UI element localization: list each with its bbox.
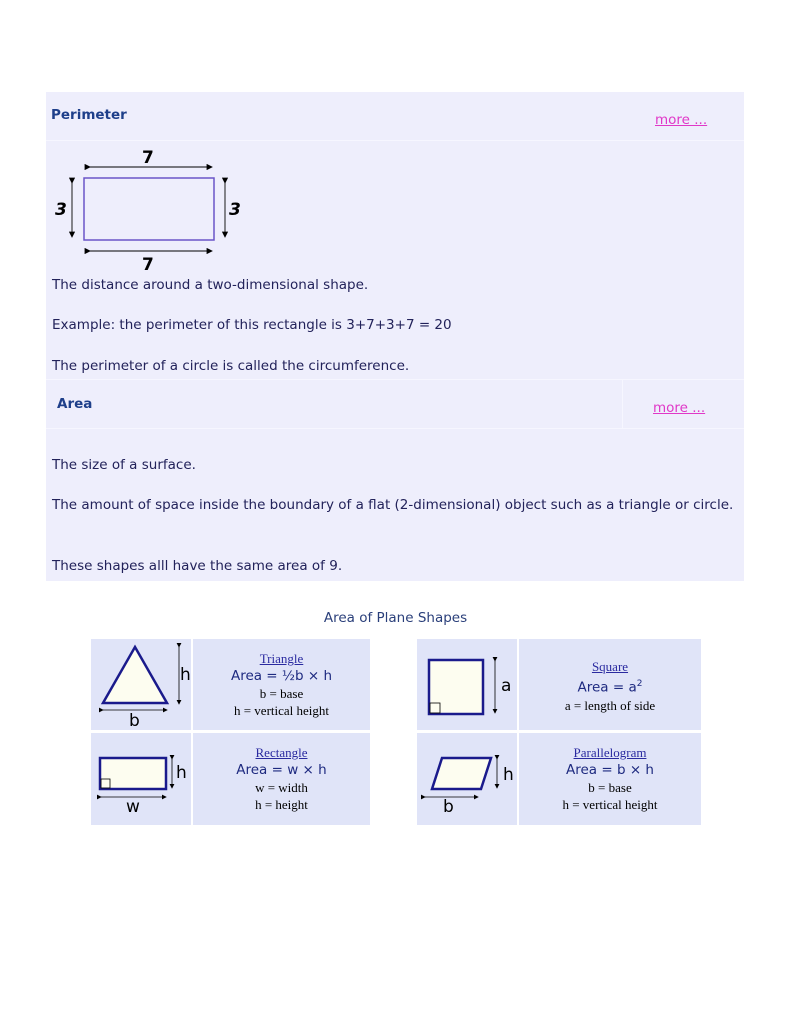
square-link[interactable]: Square xyxy=(591,659,629,674)
perimeter-more-link[interactable]: more ... xyxy=(655,112,708,128)
square-figure-cell xyxy=(417,639,517,730)
triangle-b-label: b xyxy=(129,711,140,731)
triangle-link[interactable]: Triangle xyxy=(259,651,304,666)
parallelogram-def-height: h = vertical height xyxy=(562,797,658,812)
shapes-table-left xyxy=(89,637,372,827)
rectangle-link[interactable]: Rectangle xyxy=(255,745,308,760)
triangle-figure xyxy=(91,639,191,730)
area-header xyxy=(46,379,744,429)
square-a-label: a xyxy=(501,676,512,696)
glossary-panel xyxy=(46,92,744,581)
square-formula-text: Area = a xyxy=(577,679,637,696)
triangle-def-height: h = vertical height xyxy=(233,703,330,718)
parallelogram-def-base: b = base xyxy=(588,780,632,795)
rectangle-formula: Area = w × h xyxy=(236,762,327,778)
perimeter-bottom-label: 7 xyxy=(142,255,154,275)
perimeter-title: Perimeter xyxy=(51,107,127,123)
plane-shapes-title: Area of Plane Shapes xyxy=(323,610,468,626)
triangle-formula-cell xyxy=(193,639,370,730)
perimeter-circle-note: The perimeter of a circle is called the circumference. xyxy=(52,358,410,374)
square-def-side: a = length of side xyxy=(564,697,656,713)
square-formula-cell xyxy=(519,639,701,730)
rectangle-h-label: h xyxy=(176,763,187,783)
rectangle-def-height: h = height xyxy=(255,797,308,812)
square-formula xyxy=(519,675,701,697)
perimeter-right-label: 3 xyxy=(229,200,241,220)
area-more-link[interactable]: more ... xyxy=(653,400,706,416)
area-title: Area xyxy=(57,396,93,412)
triangle-def-base: b = base xyxy=(259,686,304,701)
area-space-text: The amount of space inside the boundary of a flat (2-dimensional) object such as a triangle or circle. xyxy=(52,497,734,513)
perimeter-definition: The distance around a two-dimensional shape. xyxy=(52,277,369,293)
square-formula-exponent: 2 xyxy=(636,679,643,689)
triangle-figure-cell xyxy=(91,639,191,730)
triangle-formula: Area = ½b × h xyxy=(230,668,333,684)
rectangle-formula-cell xyxy=(193,733,370,825)
shapes-table-right xyxy=(415,637,703,827)
perimeter-header xyxy=(46,92,744,141)
perimeter-left-label: 3 xyxy=(55,200,67,220)
area-header-divider xyxy=(622,380,623,428)
triangle-h-label: h xyxy=(180,665,191,685)
rectangle-figure-cell xyxy=(91,733,191,825)
parallelogram-formula: Area = b × h xyxy=(566,762,654,778)
rectangle-w-label: w xyxy=(126,797,140,817)
parallelogram-figure-cell xyxy=(417,733,517,825)
parallelogram-figure xyxy=(417,733,517,825)
area-definition: The size of a surface. xyxy=(52,457,196,473)
perimeter-example: Example: the perimeter of this rectangle is 3+7+3+7 = 20 xyxy=(52,317,452,333)
area-same-text: These shapes alll have the same area of 9. xyxy=(52,558,343,574)
parallelogram-h-label: h xyxy=(503,765,514,785)
parallelogram-b-label: b xyxy=(443,797,454,817)
parallelogram-link[interactable]: Parallelogram xyxy=(573,745,647,760)
rectangle-def-width: w = width xyxy=(255,780,308,795)
parallelogram-formula-cell xyxy=(519,733,701,825)
perimeter-top-label: 7 xyxy=(142,148,154,168)
